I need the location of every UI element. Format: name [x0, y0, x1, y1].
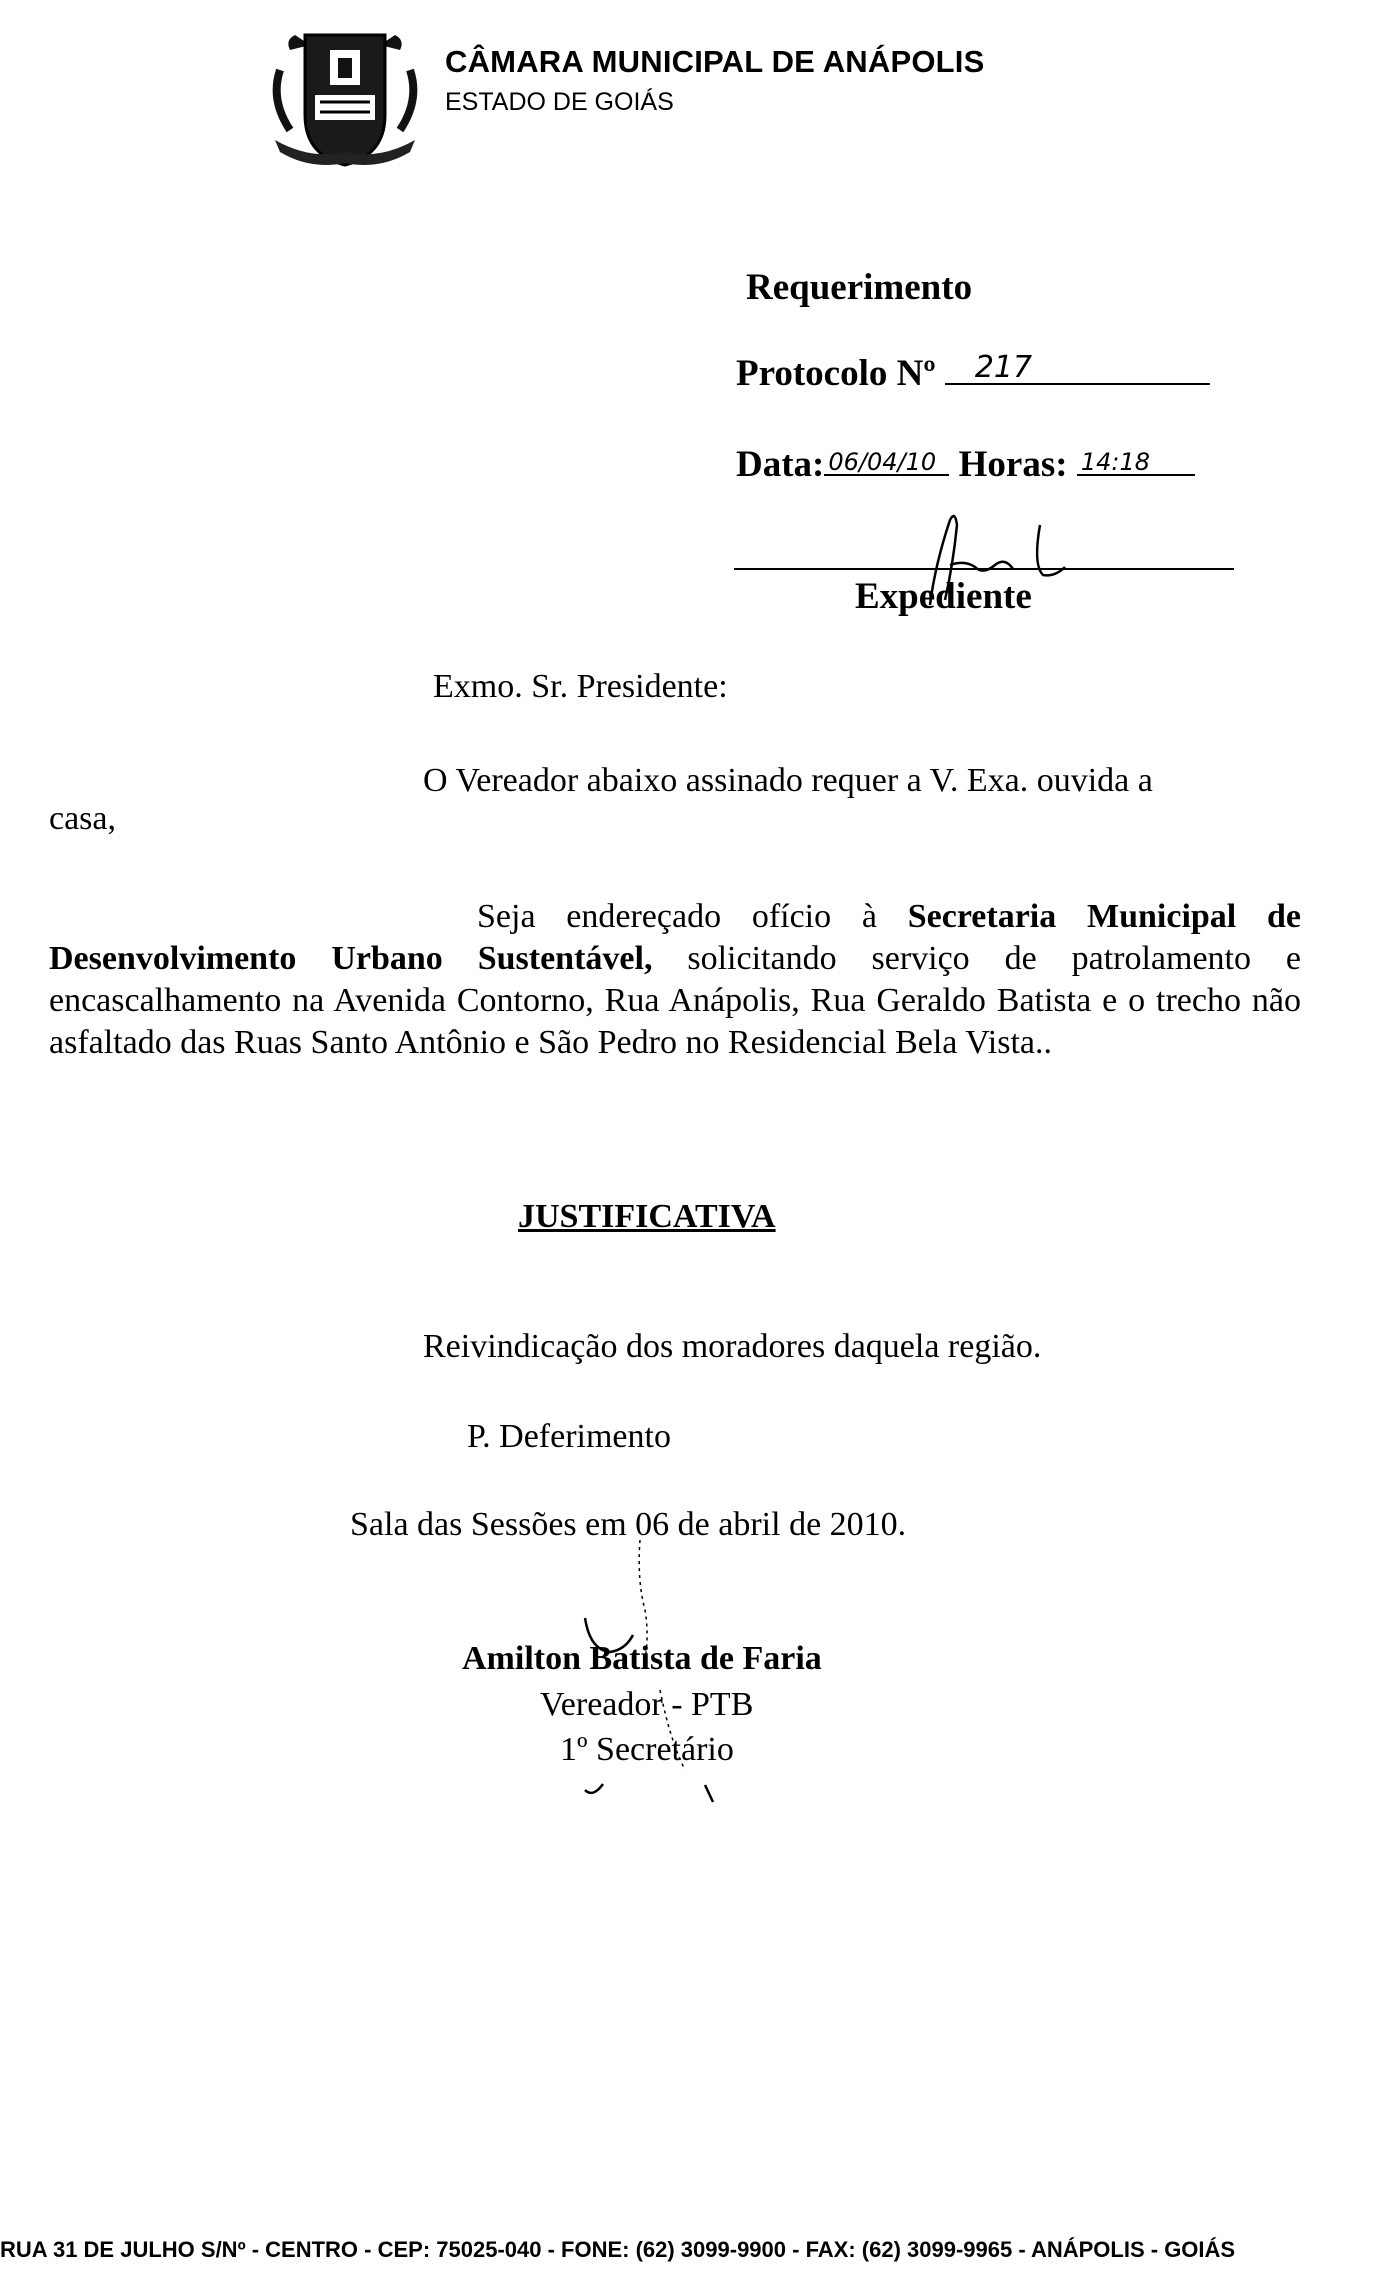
signer-name: Amilton Batista de Faria [462, 1640, 822, 1677]
signer-role: Vereador - PTB [540, 1686, 754, 1723]
protocol-number: 217 [974, 350, 1033, 385]
hour-value: 14:18 [1080, 448, 1150, 476]
justification-title: JUSTIFICATIVA [518, 1198, 776, 1235]
org-name: CÂMARA MUNICIPAL DE ANÁPOLIS [445, 44, 985, 79]
justification-text: Reivindicação dos moradores daquela região. [423, 1328, 1042, 1365]
expediente-signature-line [734, 568, 1234, 570]
date-value: 06/04/10 [828, 448, 937, 476]
intro-line: O Vereador abaixo assinado requer a V. Exa. ouvida a [423, 762, 1153, 799]
date-label: Data: [736, 444, 825, 485]
request-prefix: Seja endereçado ofício à [477, 898, 908, 935]
request-recipient: Secretaria Municipal de Desenvolvimento Urbano Sustentável, [49, 898, 1302, 977]
date-field [824, 442, 949, 476]
signer-office: 1º Secretário [560, 1731, 734, 1768]
hour-field [1077, 442, 1195, 476]
salutation: Exmo. Sr. Presidente: [433, 668, 728, 705]
intro-continuation: casa, [49, 800, 117, 837]
protocol-row [736, 352, 1210, 395]
document-type-title: Requerimento [746, 267, 973, 308]
date-time-row [736, 442, 1195, 486]
place-and-date: Sala das Sessões em 06 de abril de 2010. [350, 1506, 907, 1543]
protocol-number-field [945, 350, 1210, 385]
hour-label: Horas: [958, 444, 1068, 485]
municipal-crest-icon [270, 20, 420, 170]
request-paragraph [49, 896, 1301, 1064]
footer-address: RUA 31 DE JULHO S/Nº - CENTRO - CEP: 75025-040 - FONE: (62) 3099-9900 - FAX: (62) 3099-9965 - ANÁPOLIS - GOIÁS [0, 2237, 1236, 2262]
request-details: solicitando serviço de patrolamento e encascalhamento na Avenida Contorno, Rua Anápolis, Rua Geraldo Batista e o trecho não asfaltado das Ruas Santo Antônio e São Pedro no Residencial Bela Vista.. [49, 940, 1301, 1061]
protocol-label: Protocolo Nº [736, 353, 936, 394]
org-state: ESTADO DE GOIÁS [445, 88, 674, 116]
closing-deferimento: P. Deferimento [467, 1418, 671, 1455]
expediente-label: Expediente [855, 576, 1032, 617]
